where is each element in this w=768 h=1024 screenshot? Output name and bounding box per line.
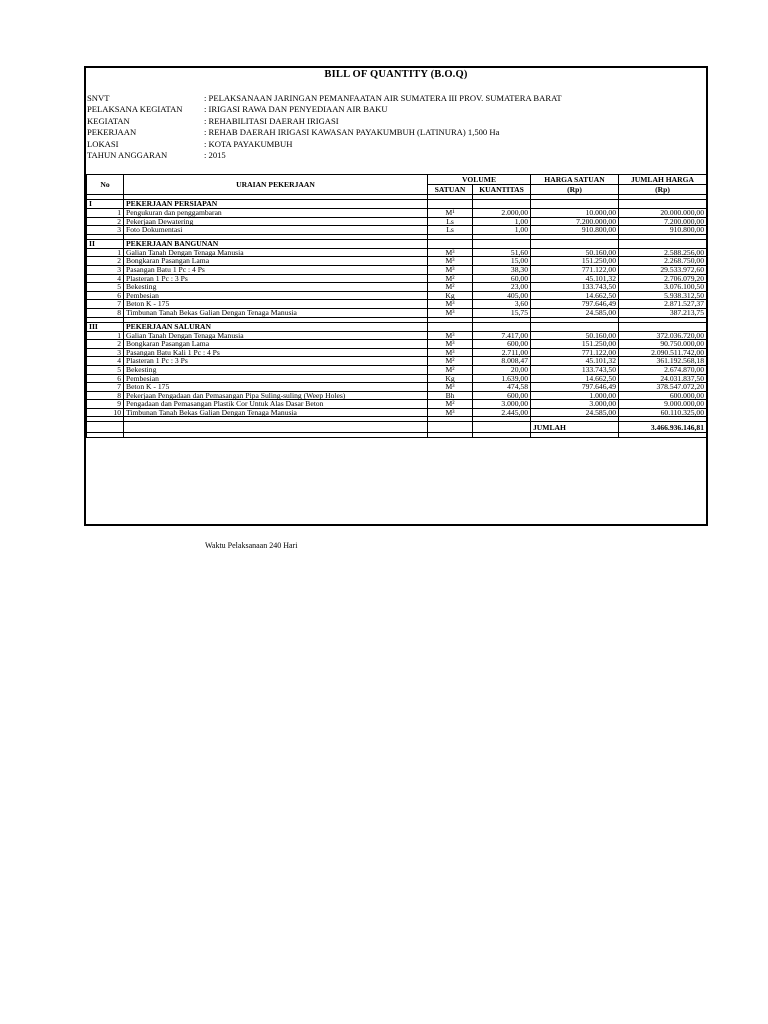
- item-quantity: 3,60: [473, 300, 531, 309]
- info-value: : IRIGASI RAWA DAN PENYEDIAAN AIR BAKU: [204, 104, 388, 115]
- item-unit-price: 50.160,00: [531, 331, 619, 340]
- item-quantity: 2.711,00: [473, 348, 531, 357]
- item-unit-price: 7.200.000,00: [531, 217, 619, 226]
- table-row: [87, 217, 707, 226]
- header-harga-satuan-unit: (Rp): [531, 185, 619, 195]
- table-cell: [428, 239, 473, 248]
- info-label: LOKASI: [87, 138, 119, 149]
- item-total-price: 600.000,00: [619, 391, 707, 400]
- table-cell: [473, 422, 531, 433]
- item-total-price: 387.213,75: [619, 308, 707, 317]
- table-cell: [619, 433, 707, 438]
- item-number: 3: [87, 348, 124, 357]
- item-description: Bekesting: [124, 365, 428, 374]
- item-unit-price: 133.743,50: [531, 365, 619, 374]
- boq-table: [86, 174, 707, 438]
- item-description: Pasangan Batu Kali 1 Pc : 4 Ps: [124, 348, 428, 357]
- item-number: 8: [87, 308, 124, 317]
- item-number: 2: [87, 257, 124, 266]
- table-row: [87, 283, 707, 292]
- item-unit: M³: [428, 331, 473, 340]
- item-unit: M²: [428, 357, 473, 366]
- item-total-price: 20.000.000,00: [619, 209, 707, 218]
- table-cell: [87, 433, 124, 438]
- item-number: 1: [87, 209, 124, 218]
- item-total-price: 7.200.000,00: [619, 217, 707, 226]
- section-number: II: [87, 239, 124, 248]
- table-row: [87, 331, 707, 340]
- item-unit-price: 151.250,00: [531, 340, 619, 349]
- item-description: Pasangan Batu 1 Pc : 4 Ps: [124, 265, 428, 274]
- item-unit: M³: [428, 383, 473, 392]
- table-row: [87, 291, 707, 300]
- item-total-price: 9.000.000,00: [619, 400, 707, 409]
- header-jumlah-harga-unit: (Rp): [619, 185, 707, 195]
- document-title: BILL OF QUANTITY (B.O.Q): [324, 69, 468, 80]
- item-unit: M³: [428, 257, 473, 266]
- total-value: 3.466.936.146,81: [619, 422, 707, 433]
- item-description: Bongkaran Pasangan Lama: [124, 257, 428, 266]
- item-unit: Bh: [428, 391, 473, 400]
- item-unit-price: 771.122,00: [531, 348, 619, 357]
- item-quantity: 1,00: [473, 217, 531, 226]
- section-number: III: [87, 322, 124, 331]
- item-quantity: 20,00: [473, 365, 531, 374]
- header-satuan: SATUAN: [428, 185, 473, 195]
- info-value: : REHABILITASI DAERAH IRIGASI: [204, 115, 339, 126]
- table-cell: [619, 239, 707, 248]
- item-number: 10: [87, 408, 124, 417]
- table-cell: [428, 200, 473, 209]
- item-quantity: 474,58: [473, 383, 531, 392]
- item-description: Galian Tanah Dengan Tenaga Manusia: [124, 248, 428, 257]
- info-row: [87, 104, 562, 115]
- item-unit: M³: [428, 300, 473, 309]
- table-row: [87, 300, 707, 309]
- item-quantity: 1,00: [473, 226, 531, 235]
- item-description: Bekesting: [124, 283, 428, 292]
- item-unit-price: 24.585,00: [531, 408, 619, 417]
- item-unit-price: 45.101,32: [531, 357, 619, 366]
- info-row: [87, 93, 562, 104]
- item-unit-price: 45.101,32: [531, 274, 619, 283]
- item-description: Pengadaan dan Pemasangan Plastik Cor Untuk Alas Dasar Beton: [124, 400, 428, 409]
- item-total-price: 24.031.837,50: [619, 374, 707, 383]
- table-row: [87, 348, 707, 357]
- item-total-price: 910.800,00: [619, 226, 707, 235]
- item-description: Pekerjaan Pengadaan dan Pemasangan Pipa Suling-suling (Weep Holes): [124, 391, 428, 400]
- item-unit-price: 133.743,50: [531, 283, 619, 292]
- table-header-row-1: [87, 175, 707, 185]
- item-unit-price: 50.160,00: [531, 248, 619, 257]
- item-description: Galian Tanah Dengan Tenaga Manusia: [124, 331, 428, 340]
- item-total-price: 372.036.720,00: [619, 331, 707, 340]
- table-row: [87, 274, 707, 283]
- item-number: 6: [87, 291, 124, 300]
- boq-sheet: [84, 66, 708, 526]
- table-cell: [124, 433, 428, 438]
- item-unit-price: 14.662,50: [531, 291, 619, 300]
- item-quantity: 2.000,00: [473, 209, 531, 218]
- item-number: 1: [87, 331, 124, 340]
- item-quantity: 405,00: [473, 291, 531, 300]
- item-unit-price: 797.646,49: [531, 300, 619, 309]
- table-cell: [531, 322, 619, 331]
- info-row: [87, 150, 562, 161]
- item-unit-price: 24.585,00: [531, 308, 619, 317]
- item-quantity: 2.445,00: [473, 408, 531, 417]
- section-header-row: [87, 322, 707, 331]
- item-number: 7: [87, 300, 124, 309]
- table-cell: [531, 433, 619, 438]
- table-row: [87, 308, 707, 317]
- total-row: [87, 422, 707, 433]
- info-label: PELAKSANA KEGIATAN: [87, 104, 183, 115]
- item-description: Beton K - 175: [124, 383, 428, 392]
- table-row: [87, 408, 707, 417]
- header-harga-satuan: HARGA SATUAN: [531, 175, 619, 185]
- item-total-price: 29.533.972,60: [619, 265, 707, 274]
- info-value: : 2015: [204, 149, 226, 160]
- item-description: Pekerjaan Dewatering: [124, 217, 428, 226]
- item-number: 3: [87, 226, 124, 235]
- item-number: 5: [87, 365, 124, 374]
- table-cell: [428, 322, 473, 331]
- info-row: [87, 139, 562, 150]
- table-row: [87, 226, 707, 235]
- table-cell: [531, 200, 619, 209]
- item-number: 7: [87, 383, 124, 392]
- table-row: [87, 383, 707, 392]
- table-row: [87, 248, 707, 257]
- table-cell: [473, 322, 531, 331]
- item-quantity: 7.417,00: [473, 331, 531, 340]
- item-total-price: 2.268.750,00: [619, 257, 707, 266]
- item-number: 5: [87, 283, 124, 292]
- item-quantity: 38,30: [473, 265, 531, 274]
- item-unit-price: 10.000,00: [531, 209, 619, 218]
- item-number: 9: [87, 400, 124, 409]
- info-label: TAHUN ANGGARAN: [87, 149, 168, 160]
- item-unit-price: 797.646,49: [531, 383, 619, 392]
- item-number: 2: [87, 340, 124, 349]
- item-unit: Ls: [428, 217, 473, 226]
- table-row: [87, 400, 707, 409]
- item-description: Timbunan Tanah Bekas Galian Dengan Tenaga Manusia: [124, 408, 428, 417]
- table-row: [87, 365, 707, 374]
- header-no: No: [87, 175, 124, 195]
- item-quantity: 15,75: [473, 308, 531, 317]
- project-info: [87, 93, 562, 161]
- item-unit: M²: [428, 400, 473, 409]
- table-row: [87, 209, 707, 218]
- info-row: [87, 116, 562, 127]
- header-uraian: URAIAN PEKERJAAN: [124, 175, 428, 195]
- table-row: [87, 265, 707, 274]
- item-unit: Ls: [428, 226, 473, 235]
- item-total-price: 60.110.325,00: [619, 408, 707, 417]
- item-unit: Kg: [428, 291, 473, 300]
- item-quantity: 600,00: [473, 340, 531, 349]
- item-total-price: 2.871.527,37: [619, 300, 707, 309]
- item-unit: M²: [428, 274, 473, 283]
- table-cell: [428, 433, 473, 438]
- item-quantity: 600,00: [473, 391, 531, 400]
- info-label: PEKERJAAN: [87, 127, 137, 138]
- item-description: Beton K - 175: [124, 300, 428, 309]
- item-quantity: 3.000,00: [473, 400, 531, 409]
- table-cell: [87, 422, 124, 433]
- item-unit: M³: [428, 248, 473, 257]
- item-description: Plasteran 1 Pc : 3 Ps: [124, 274, 428, 283]
- table-cell: [619, 200, 707, 209]
- item-number: 4: [87, 357, 124, 366]
- item-unit-price: 1.000,00: [531, 391, 619, 400]
- item-number: 2: [87, 217, 124, 226]
- info-value: : PELAKSANAAN JARINGAN PEMANFAATAN AIR SUMATERA III PROV. SUMATERA BARAT: [204, 93, 562, 103]
- item-unit: M³: [428, 408, 473, 417]
- table-row: [87, 374, 707, 383]
- item-unit-price: 3.000,00: [531, 400, 619, 409]
- item-description: Foto Dokumentasi: [124, 226, 428, 235]
- item-total-price: 361.192.568,18: [619, 357, 707, 366]
- section-title: PEKERJAAN PERSIAPAN: [124, 200, 428, 209]
- item-total-price: 2.674.870,00: [619, 365, 707, 374]
- item-total-price: 90.750.000,00: [619, 340, 707, 349]
- table-cell: [428, 422, 473, 433]
- info-label: KEGIATAN: [87, 115, 130, 126]
- section-title: PEKERJAAN BANGUNAN: [124, 239, 428, 248]
- item-description: Bongkaran Pasangan Lama: [124, 340, 428, 349]
- table-cell: [124, 422, 428, 433]
- item-total-price: 2.090.511.742,00: [619, 348, 707, 357]
- item-unit: M³: [428, 265, 473, 274]
- table-row: [87, 257, 707, 266]
- item-number: 4: [87, 274, 124, 283]
- table-cell: [619, 322, 707, 331]
- header-volume: VOLUME: [428, 175, 531, 185]
- item-total-price: 5.938.312,50: [619, 291, 707, 300]
- table-cell: [531, 239, 619, 248]
- item-quantity: 1.639,00: [473, 374, 531, 383]
- table-row: [87, 357, 707, 366]
- item-number: 8: [87, 391, 124, 400]
- item-unit: M³: [428, 340, 473, 349]
- item-description: Pembesian: [124, 291, 428, 300]
- item-unit: M³: [428, 348, 473, 357]
- item-quantity: 60,00: [473, 274, 531, 283]
- total-label: JUMLAH: [531, 422, 619, 433]
- item-unit-price: 910.800,00: [531, 226, 619, 235]
- header-jumlah-harga: JUMLAH HARGA: [619, 175, 707, 185]
- section-header-row: [87, 200, 707, 209]
- info-value: : KOTA PAYAKUMBUH: [204, 138, 293, 149]
- item-number: 1: [87, 248, 124, 257]
- item-unit: M²: [428, 365, 473, 374]
- item-number: 6: [87, 374, 124, 383]
- execution-time-note: Waktu Pelaksanaan 240 Hari: [205, 541, 298, 550]
- header-kuantitas: KUANTITAS: [473, 185, 531, 195]
- item-unit: M²: [428, 283, 473, 292]
- item-description: Pembesian: [124, 374, 428, 383]
- table-row: [87, 391, 707, 400]
- item-unit: M³: [428, 308, 473, 317]
- table-cell: [473, 200, 531, 209]
- info-label: SNVT: [87, 93, 110, 103]
- section-title: PEKERJAAN SALURAN: [124, 322, 428, 331]
- item-quantity: 15,00: [473, 257, 531, 266]
- section-number: I: [87, 200, 124, 209]
- info-row: [87, 127, 562, 138]
- item-unit-price: 771.122,00: [531, 265, 619, 274]
- item-description: Pengukuran dan penggambaran: [124, 209, 428, 218]
- empty-row: [87, 433, 707, 438]
- table-cell: [473, 239, 531, 248]
- info-value: : REHAB DAERAH IRIGASI KAWASAN PAYAKUMBUH (LATINURA) 1,500 Ha: [204, 127, 500, 138]
- item-description: Timbunan Tanah Bekas Galian Dengan Tenaga Manusia: [124, 308, 428, 317]
- item-total-price: 2.588.256,00: [619, 248, 707, 257]
- item-quantity: 51,60: [473, 248, 531, 257]
- item-quantity: 23,00: [473, 283, 531, 292]
- item-number: 3: [87, 265, 124, 274]
- item-unit-price: 151.250,00: [531, 257, 619, 266]
- item-quantity: 8.008,47: [473, 357, 531, 366]
- table-row: [87, 340, 707, 349]
- item-total-price: 378.547.072,20: [619, 383, 707, 392]
- item-unit-price: 14.662,50: [531, 374, 619, 383]
- table-cell: [473, 433, 531, 438]
- item-total-price: 3.076.100,50: [619, 283, 707, 292]
- item-unit: Kg: [428, 374, 473, 383]
- item-unit: M¹: [428, 209, 473, 218]
- section-header-row: [87, 239, 707, 248]
- item-total-price: 2.706.079,20: [619, 274, 707, 283]
- item-description: Plasteran 1 Pc : 3 Ps: [124, 357, 428, 366]
